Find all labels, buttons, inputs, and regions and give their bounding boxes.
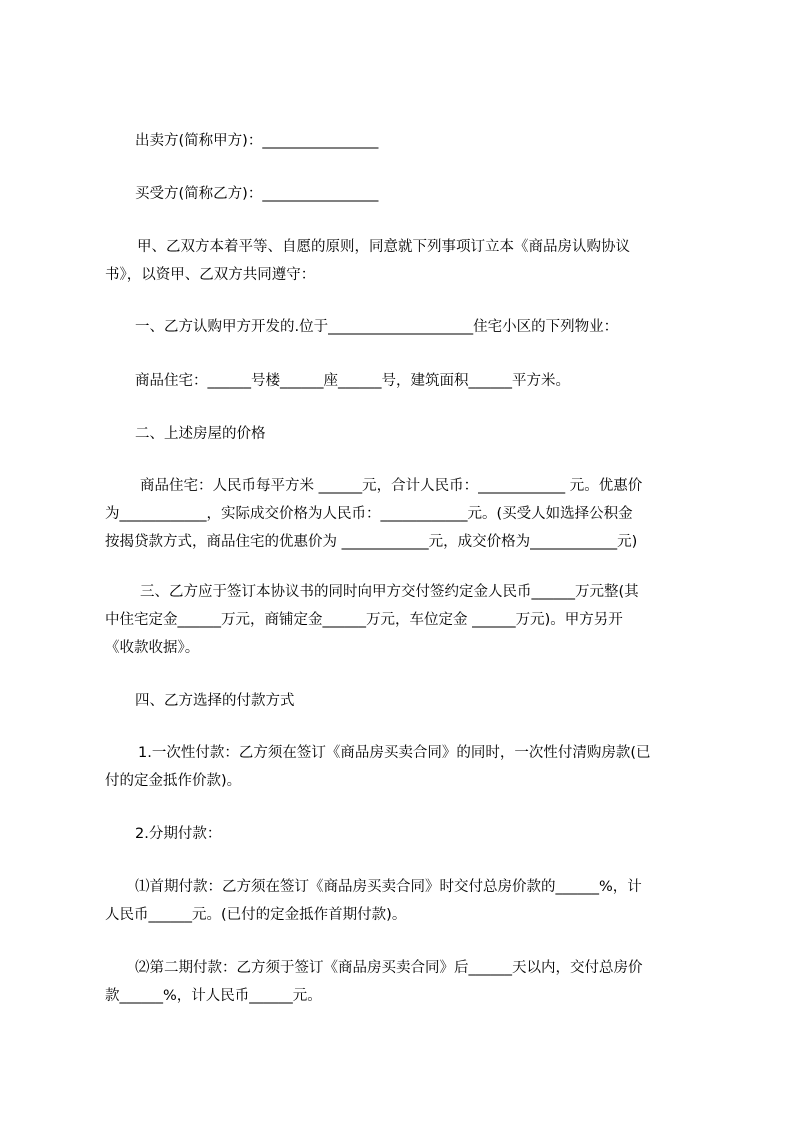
section4-title-text: 四、乙方选择的付款方式 [135, 693, 295, 709]
buyer-text: 买受方(简称乙方)：________________ [135, 186, 379, 202]
payment1-line-2: 付的定金抵作价款)。 [105, 773, 242, 789]
payment-option-2-title [135, 820, 735, 848]
section3-line-1: 三、乙方应于签订本协议书的同时向甲方交付签约定金人民币______万元整(其 [140, 584, 639, 600]
installment2-line-1: ⑵第二期付款：乙方须于签订《商品房买卖合同》后______天以内，交付总房价 [135, 960, 643, 976]
payment2-title-text: 2.分期付款： [135, 826, 222, 842]
section1-title-text: 一、乙方认购甲方开发的.位于____________________住宅小区的下列物业： [135, 319, 619, 335]
installment-2 [105, 954, 705, 1010]
installment2-line-2: 款______%，计人民币______元。 [105, 988, 322, 1004]
section2-title-text: 二、上述房屋的价格 [135, 426, 266, 442]
intro-paragraph [105, 233, 705, 289]
section1-title [135, 313, 735, 341]
buyer-line [135, 180, 735, 208]
intro-line-1: 甲、乙双方本着平等、自愿的原则，同意就下列事项订立本《商品房认购协议 [137, 239, 630, 255]
section2-line-3: 按揭贷款方式，商品住宅的优惠价为 ____________元，成交价格为____________元) [105, 534, 638, 550]
section3-body [105, 578, 705, 662]
payment1-line-1: 1.一次性付款：乙方须在签订《商品房买卖合同》的同时，一次性付清购房款(已 [138, 745, 651, 761]
payment-option-1 [105, 739, 705, 795]
section3-line-2: 中住宅定金______万元，商铺定金______万元，车位定金 ______万元)。甲方另开 [105, 612, 623, 628]
section2-line-1: 商品住宅：人民币每平方米 ______元，合计人民币：____________ 元。优惠价 [140, 478, 643, 494]
section4-title [135, 687, 735, 715]
section1-detail [135, 367, 735, 395]
section2-line-2: 为____________，实际成交价格为人民币：____________元。(买受人如选择公积金 [105, 506, 633, 522]
section1-detail-text: 商品住宅：______号楼______座______号，建筑面积______平方米。 [135, 373, 570, 389]
installment1-line-2: 人民币______元。(已付的定金抵作首期付款)。 [105, 907, 407, 923]
intro-line-2: 书》，以资甲、乙双方共同遵守： [105, 267, 316, 283]
seller-text: 出卖方(简称甲方)：________________ [135, 133, 379, 149]
seller-line [135, 127, 735, 155]
section3-line-3: 《收款收据》。 [105, 640, 200, 656]
section2-title [135, 420, 735, 448]
installment1-line-1: ⑴首期付款：乙方须在签订《商品房买卖合同》时交付总房价款的______%，计 [135, 879, 642, 895]
section2-body [105, 472, 705, 556]
installment-1 [105, 873, 705, 929]
